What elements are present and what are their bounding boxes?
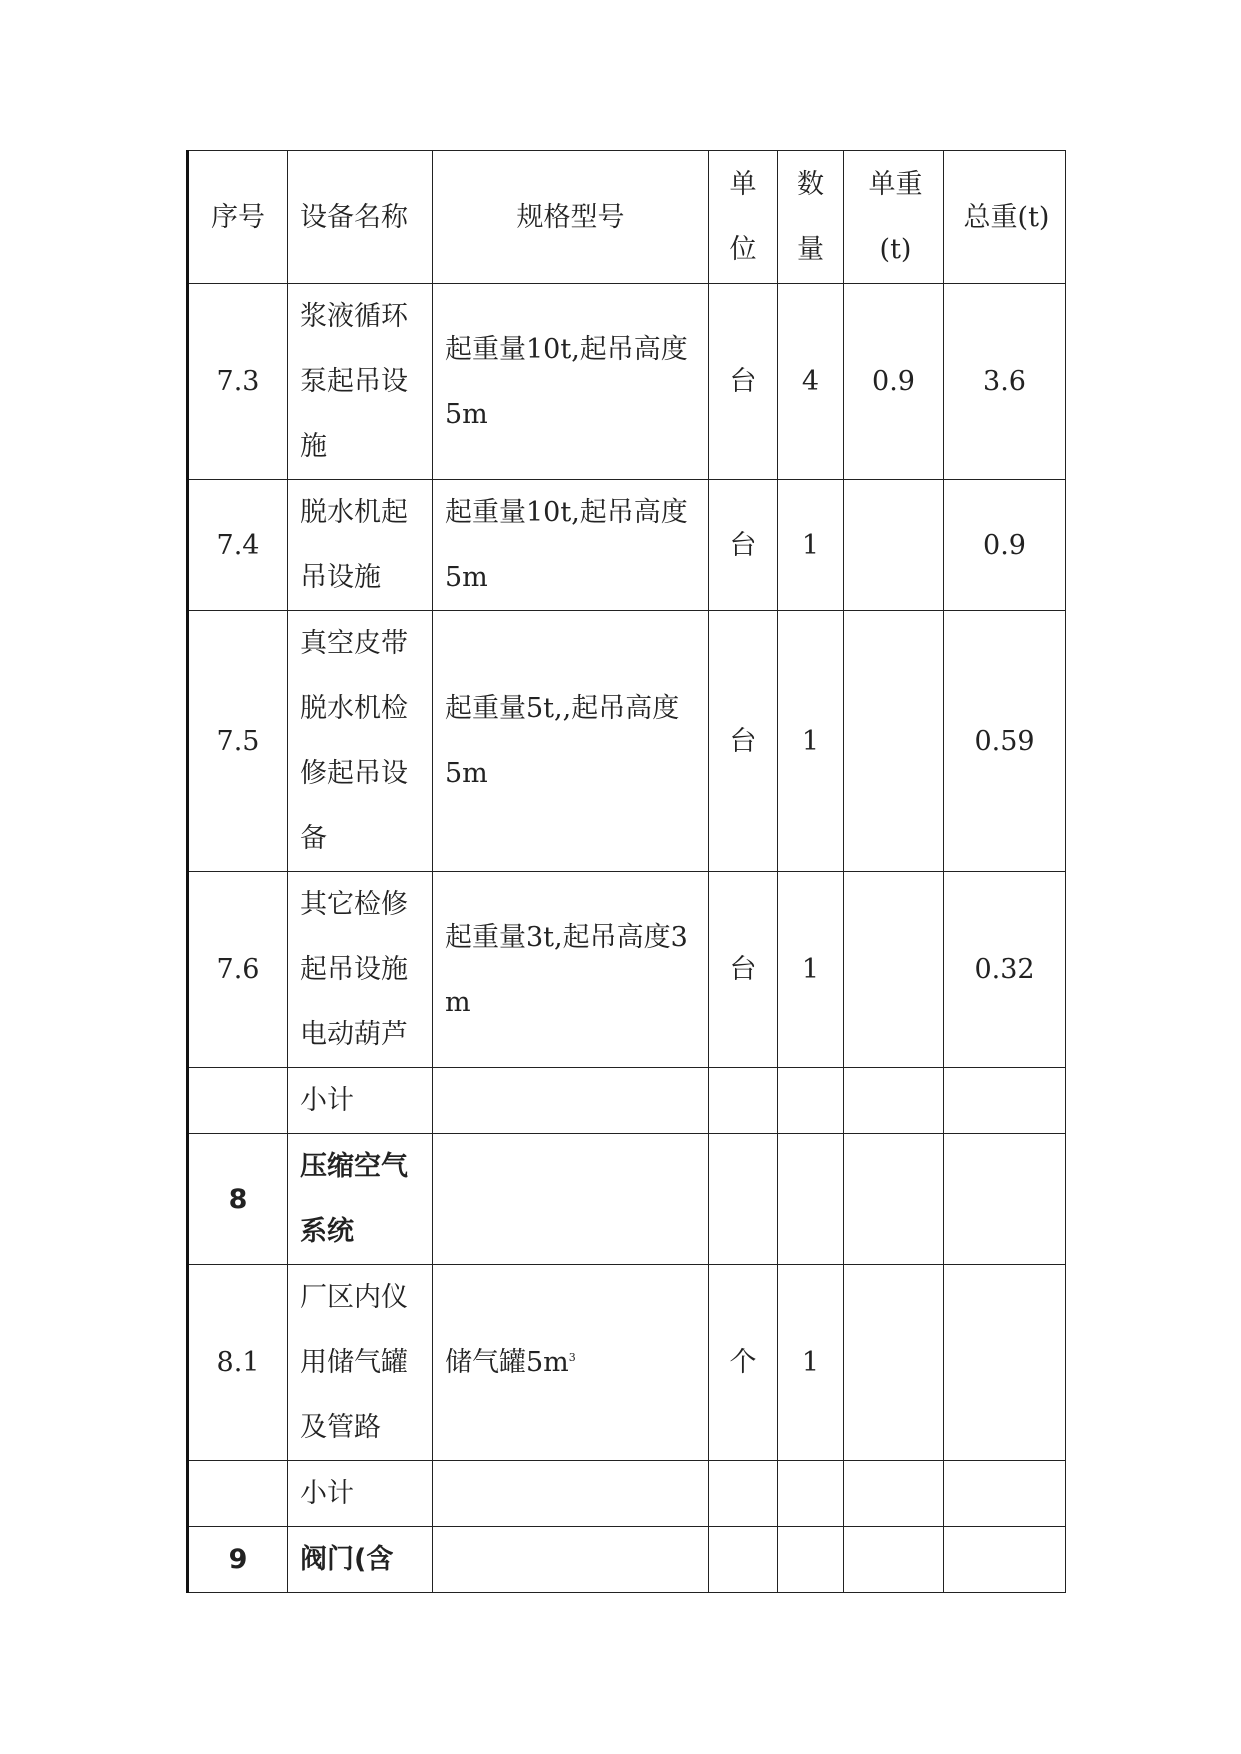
- table-row: [188, 872, 1066, 1068]
- header-unit: 单位: [709, 151, 778, 284]
- cell-spec: [433, 1265, 709, 1461]
- cell-index: [188, 1461, 288, 1527]
- header-unit-weight: 单重(t): [844, 151, 944, 284]
- cell-total-weight: 0.32: [944, 872, 1066, 1068]
- header-index: 序号: [188, 151, 288, 284]
- cell-spec: [433, 1461, 709, 1527]
- cell-spec: 起重量10t,起吊高度5m: [433, 480, 709, 611]
- cell-qty: 4: [778, 284, 844, 480]
- cell-qty: 1: [778, 872, 844, 1068]
- subtotal-row: [188, 1461, 1066, 1527]
- table-row: [188, 611, 1066, 872]
- section-row: [188, 1134, 1066, 1265]
- cell-index: [188, 1068, 288, 1134]
- cell-spec: [433, 1068, 709, 1134]
- cell-unit-weight: [844, 480, 944, 611]
- cell-total-weight: [944, 1461, 1066, 1527]
- cell-unit-weight: [844, 1265, 944, 1461]
- table-header-row: [188, 151, 1066, 284]
- header-spec: 规格型号: [433, 151, 709, 284]
- section-index: 8: [188, 1134, 288, 1265]
- cell-qty: [778, 1461, 844, 1527]
- cell-qty: [778, 1134, 844, 1265]
- cell-unit: 台: [709, 611, 778, 872]
- cell-unit: 台: [709, 480, 778, 611]
- table-row: [188, 1265, 1066, 1461]
- cell-unit: [709, 1068, 778, 1134]
- cell-total-weight: [944, 1527, 1066, 1593]
- cell-unit: 个: [709, 1265, 778, 1461]
- header-total-weight: 总重(t): [944, 151, 1066, 284]
- section-row: [188, 1527, 1066, 1593]
- cell-unit: 台: [709, 872, 778, 1068]
- spec-main-text: 储气罐5m: [445, 1347, 569, 1378]
- subtotal-label: 小计: [288, 1461, 433, 1527]
- subtotal-label: 小计: [288, 1068, 433, 1134]
- section-title: 压缩空气系统: [288, 1134, 433, 1265]
- cell-total-weight: 3.6: [944, 284, 1066, 480]
- cell-name: 脱水机起吊设施: [288, 480, 433, 611]
- cell-spec: 起重量3t,起吊高度3m: [433, 872, 709, 1068]
- cell-unit-weight: [844, 872, 944, 1068]
- table-row: [188, 480, 1066, 611]
- cell-total-weight: 0.59: [944, 611, 1066, 872]
- cell-name: 其它检修起吊设施电动葫芦: [288, 872, 433, 1068]
- cell-total-weight: [944, 1068, 1066, 1134]
- superscript-text: 3: [568, 1351, 576, 1364]
- cell-unit-weight: [844, 1068, 944, 1134]
- equipment-table: [186, 150, 1066, 1593]
- cell-qty: [778, 1068, 844, 1134]
- cell-spec: 起重量5t,,起吊高度5m: [433, 611, 709, 872]
- cell-qty: [778, 1527, 844, 1593]
- cell-index: 7.6: [188, 872, 288, 1068]
- cell-total-weight: 0.9: [944, 480, 1066, 611]
- cell-spec: [433, 1134, 709, 1265]
- cell-unit: [709, 1527, 778, 1593]
- cell-name: 厂区内仪用储气罐及管路: [288, 1265, 433, 1461]
- section-index: 9: [188, 1527, 288, 1593]
- cell-name: 浆液循环泵起吊设施: [288, 284, 433, 480]
- cell-unit: [709, 1461, 778, 1527]
- cell-qty: 1: [778, 1265, 844, 1461]
- cell-name: 真空皮带脱水机检修起吊设备: [288, 611, 433, 872]
- cell-unit: [709, 1134, 778, 1265]
- cell-qty: 1: [778, 611, 844, 872]
- cell-unit-weight: 0.9: [844, 284, 944, 480]
- cell-total-weight: [944, 1265, 1066, 1461]
- cell-qty: 1: [778, 480, 844, 611]
- cell-unit-weight: [844, 1527, 944, 1593]
- cell-index: 7.5: [188, 611, 288, 872]
- cell-index: 7.3: [188, 284, 288, 480]
- cell-total-weight: [944, 1134, 1066, 1265]
- cell-index: 7.4: [188, 480, 288, 611]
- section-title: 阀门(含: [288, 1527, 433, 1593]
- subtotal-row: [188, 1068, 1066, 1134]
- cell-unit-weight: [844, 1461, 944, 1527]
- table-row: [188, 284, 1066, 480]
- cell-spec: [433, 1527, 709, 1593]
- header-qty: 数量: [778, 151, 844, 284]
- cell-unit: 台: [709, 284, 778, 480]
- header-name: 设备名称: [288, 151, 433, 284]
- cell-unit-weight: [844, 1134, 944, 1265]
- cell-index: 8.1: [188, 1265, 288, 1461]
- cell-unit-weight: [844, 611, 944, 872]
- cell-spec: 起重量10t,起吊高度5m: [433, 284, 709, 480]
